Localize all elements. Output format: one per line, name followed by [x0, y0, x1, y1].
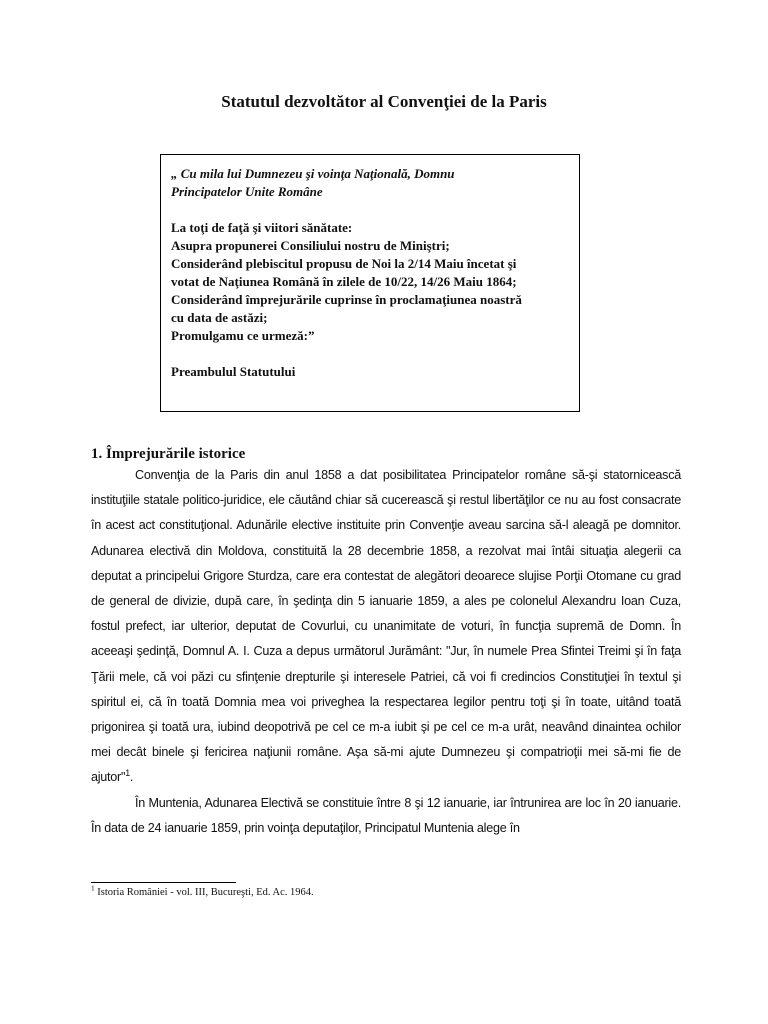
- body-text: [91, 463, 681, 841]
- preamble-quote-line: „ Cu mila lui Dumnezeu şi voinţa Naţională, Domnu: [171, 166, 455, 181]
- preamble-line: cu data de astăzi;: [171, 310, 268, 325]
- preamble-line: La toţi de faţă şi viitori sănătate:: [171, 220, 353, 235]
- preamble-line: votat de Naţiunea Română în zilele de 10/22, 14/26 Maiu 1864;: [171, 274, 517, 289]
- preamble-closing: Preambulul Statutului: [171, 364, 296, 379]
- preamble-line: Considerând împrejurările cuprinse în proclamaţiunea noastră: [171, 292, 522, 307]
- preamble-quote-line: Principatelor Unite Române: [171, 184, 323, 199]
- paragraph-text: Convenţia de la Paris din anul 1858 a dat posibilitatea Principatelor române să-şi statornicească instituţiile statale politico-juridice, ele căutând chiar să cucerească şi restul libertăţilor ce nu au fost consacrate în acest act constituţional. Adunările elective instituite prin Convenţie aveau sarcina să-l aleagă pe domnitor. Adunarea electivă din Moldova, constituită la 28 decembrie 1858, a rezolvat mai întâi situaţia alegerii ca deputat a principelui Grigore Sturdza, care era contestat de alegători deoarece slujise Porţii Otomane cu grad de general de divizie, după care, în şedinţa din 5 ianuarie 1859, a ales pe colonelul Alexandru Ioan Cuza, fostul prefect, iar ulterior, deputat de Covurlui, cu unanimitate de voturi, în funcţia supremă de Domn. În aceeaşi şedinţă, Domnul A. I. Cuza a depus următorul Jurământ: "Jur, în numele Prea Sfintei Treimi şi în faţa Ţării mele, că voi păzi cu sfinţenie drepturile şi interesele Patriei, că voi fi credincios Constituţiei în textul şi spiritul ei, că în toată Domnia mea voi priveghea la respectarea legilor pentru toţi şi în toate, uitând toată prigonirea şi toată ura, iubind deopotrivă pe cel ce m-a iubit şi pe cel ce m-a urât, neavând dinaintea ochilor mei decât binele şi fericirea naţiunii române. Aşa să-mi ajute Dumnezeu şi compatrioţii mei să-mi fie de ajutor": [91, 468, 681, 785]
- footnote-divider: [91, 882, 236, 883]
- paragraph: [91, 791, 681, 841]
- footnote-text: Istoria României - vol. III, Bucureşti, Ed. Ac. 1964.: [97, 887, 314, 898]
- paragraph: Convenţia de la Paris din anul 1858 a dat posibilitatea Principatelor române să-şi statornicească instituţiile statale politico-juridice, ele căutând chiar să cucerească şi restul libertăţilor ce nu au fost consacrate în acest act constituţional. Adunările elective instituite prin Convenţie aveau sarcina să-l aleagă pe domnitor. Adunarea electivă din Moldova, constituită la 28 decembrie 1858, a rezolvat mai întâi situaţia alegerii ca deputat a principelui Grigore Sturdza, care era contestat de alegători deoarece slujise Porţii Otomane cu grad de general de divizie, după care, în şedinţa din 5 ianuarie 1859, a ales pe colonelul Alexandru Ioan Cuza, fostul prefect, iar ulterior, deputat de Covurlui, cu unanimitate de voturi, în funcţia supremă de Domn. În aceeaşi şedinţă, Domnul A. I. Cuza a depus următorul Jurământ: "Jur, în numele Prea Sfintei Treimi şi în faţa Ţării mele, că voi păzi cu sfinţenie drepturile şi interesele Patriei, că voi fi credincios Constituţiei în textul şi spiritul ei, că în toată Domnia mea voi priveghea la respectarea legilor pentru toţi şi în toate, uitând toată prigonirea şi toată ura, iubind deopotrivă pe cel ce m-a iubit şi pe cel ce m-a urât, neavând dinaintea ochilor mei decât binele şi fericirea naţiunii române. Aşa să-mi ajute Dumnezeu şi compatrioţii mei să-mi fie de ajutor"$^1$.: [91, 468, 681, 785]
- preamble-line: Asupra propunerei Consiliului nostru de Miniştri;: [171, 238, 450, 253]
- paragraph-text: În Muntenia, Adunarea Electivă se constituie între 8 şi 12 ianuarie, iar întrunirea are loc în 20 ianuarie. În data de 24 ianuarie 1859, prin voinţa deputaţilor, Principatul Muntenia alege în: [91, 795, 681, 835]
- section-heading: 1. Împrejurările istorice: [91, 446, 246, 462]
- footnote-marker[interactable]: 1: [125, 768, 130, 779]
- preamble-line: Promulgamu ce urmeză:”: [171, 328, 315, 343]
- document-title: Statutul dezvoltător al Convenţiei de la Paris: [221, 92, 547, 111]
- preamble-line: Considerând plebiscitul propusu de Noi la 2/14 Maiu încetat şi: [171, 256, 517, 271]
- footnote-number: 1: [91, 883, 95, 893]
- footnote: [91, 883, 314, 898]
- preamble-box: [160, 154, 580, 412]
